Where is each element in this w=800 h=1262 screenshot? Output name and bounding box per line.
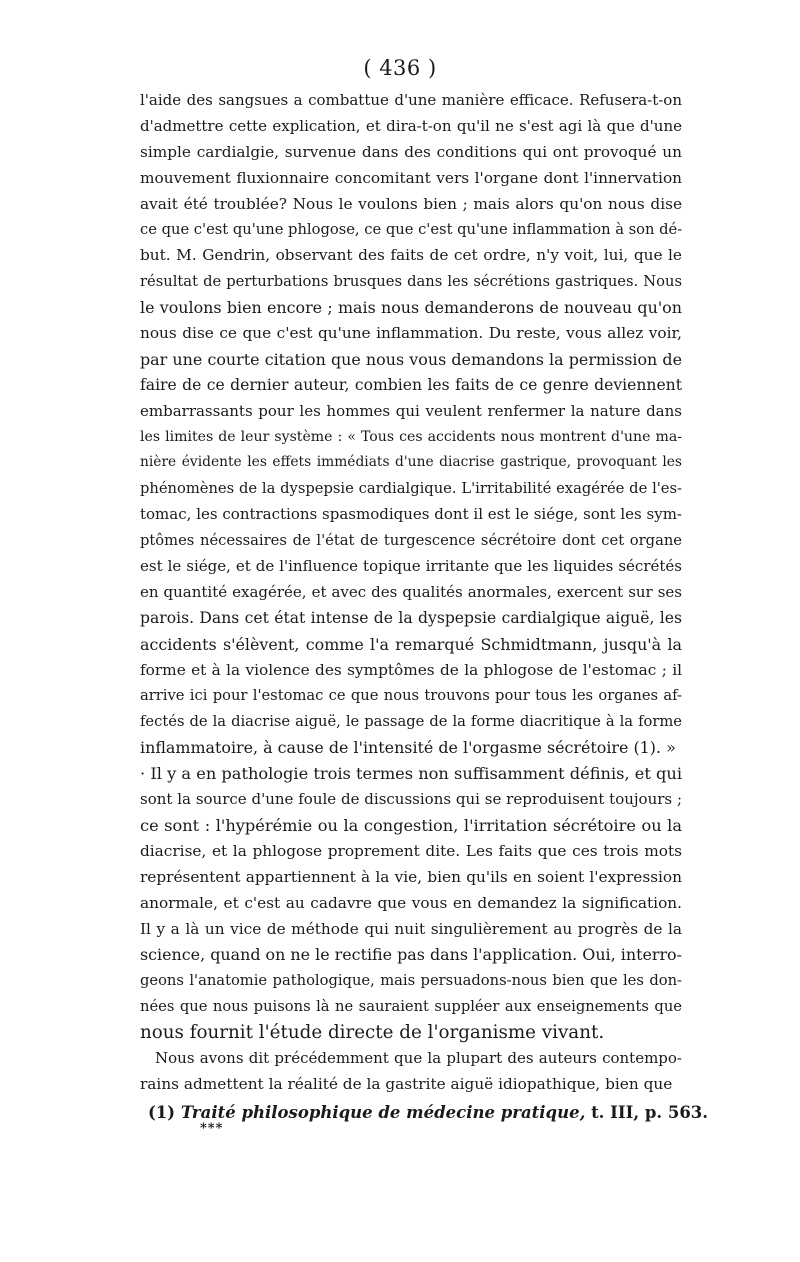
text-line: fectés de la diacrise aiguë, le passage de la forme diacritique à la forme (140, 713, 682, 731)
text-line: les limites de leur système : « Tous ces accidents nous montrent d'une ma- (140, 428, 682, 445)
footnote-reference: t. III, p. 563. (591, 1103, 709, 1122)
body-text (140, 88, 682, 1098)
text-line: mouvement fluxionnaire concomitant vers l'organe dont l'innervation (140, 168, 682, 187)
text-line: Il y a là un vice de méthode qui nuit singulièrement au progrès de la (140, 919, 682, 938)
text-line: · Il y a en pathologie trois termes non suffisamment définis, et qui (140, 764, 682, 784)
text-line: phénomènes de la dyspepsie cardialgique. L'irritabilité exagérée de l'es- (140, 480, 682, 498)
text-line: inflammatoire, à cause de l'intensité de l'orgasme sécrétoire (1). » (140, 738, 676, 758)
text-line: le voulons bien encore ; mais nous demanderons de nouveau qu'on (140, 298, 682, 318)
text-line: en quantité exagérée, et avec des qualités anormales, exercent sur ses (140, 582, 682, 601)
text-line: diacrise, et la phlogose proprement dite. Les faits que ces trois mots (140, 841, 682, 860)
text-line: ce sont : l'hypérémie ou la congestion, l'irritation sécrétoire ou la (140, 815, 682, 835)
text-line: d'admettre cette explication, et dira-t-on qu'il ne s'est agi là que d'une (140, 116, 682, 135)
text-line: forme et à la violence des symptômes de la phlogose de l'estomac ; il (140, 660, 682, 679)
text-line: ptômes nécessaires de l'état de turgescence sécrétoire dont cet organe (140, 532, 682, 550)
text-line: représentent appartiennent à la vie, bien qu'ils en soient l'expression (140, 867, 682, 886)
page-number: ( 436 ) (363, 56, 437, 80)
text-line: science, quand on ne le rectifie pas dans l'application. Oui, interro- (140, 945, 682, 965)
text-line: nées que nous puisons là ne sauraient suppléer aux enseignements que (140, 998, 682, 1016)
text-line: par une courte citation que nous vous demandons la permission de (140, 349, 682, 369)
text-line: simple cardialgie, survenue dans des conditions qui ont provoqué un (140, 142, 682, 161)
signature-mark: *** (200, 1121, 224, 1136)
text-line: ce que c'est qu'une phlogose, ce que c'est qu'une inflammation à son dé- (140, 221, 682, 239)
text-line: anormale, et c'est au cadavre que vous en demandez la signification. (140, 893, 682, 912)
footnote-marker: (1) (148, 1103, 176, 1122)
text-line: faire de ce dernier auteur, combien les faits de ce genre deviennent (140, 375, 682, 394)
text-line: arrive ici pour l'estomac ce que nous trouvons pour tous les organes af- (140, 687, 682, 705)
text-line: est le siége, et de l'influence topique irritante que les liquides sécrétés (140, 557, 682, 576)
text-line: sont la source d'une foule de discussions qui se reproduisent toujours ; (140, 790, 682, 809)
text-line: accidents s'élèvent, comme l'a remarqué Schmidtmann, jusqu'à la (140, 634, 682, 654)
footnote (148, 1103, 708, 1122)
text-line: l'aide des sangsues a combattue d'une manière efficace. Refusera-t-on (140, 91, 682, 109)
text-line: parois. Dans cet état intense de la dyspepsie cardialgique aiguë, les (140, 608, 682, 627)
text-line: embarrassants pour les hommes qui veulent renfermer la nature dans (140, 401, 682, 420)
footnote-title: Traité philosophique de médecine pratique, (180, 1103, 586, 1122)
text-line: nous dise ce que c'est qu'une inflammation. Du reste, vous allez voir, (140, 324, 682, 343)
text-line: Nous avons dit précédemment que la plupart des auteurs contempo- (155, 1048, 682, 1067)
text-line: but. M. Gendrin, observant des faits de cet ordre, n'y voit, lui, que le (140, 246, 682, 265)
text-line: geons l'anatomie pathologique, mais persuadons-nous bien que les don- (140, 972, 682, 990)
text-line: résultat de perturbations brusques dans les sécrétions gastriques. Nous (140, 273, 682, 291)
text-line: avait été troublée? Nous le voulons bien ; mais alors qu'on nous dise (140, 194, 682, 213)
text-line: nière évidente les effets immédiats d'une diacrise gastrique, provoquant les (140, 454, 682, 471)
text-line: tomac, les contractions spasmodiques dont il est le siége, sont les sym- (140, 505, 682, 524)
text-line: rains admettent la réalité de la gastrite aiguë idiopathique, bien que (140, 1074, 673, 1093)
text-line: nous fournit l'étude directe de l'organisme vivant. (140, 1022, 605, 1044)
